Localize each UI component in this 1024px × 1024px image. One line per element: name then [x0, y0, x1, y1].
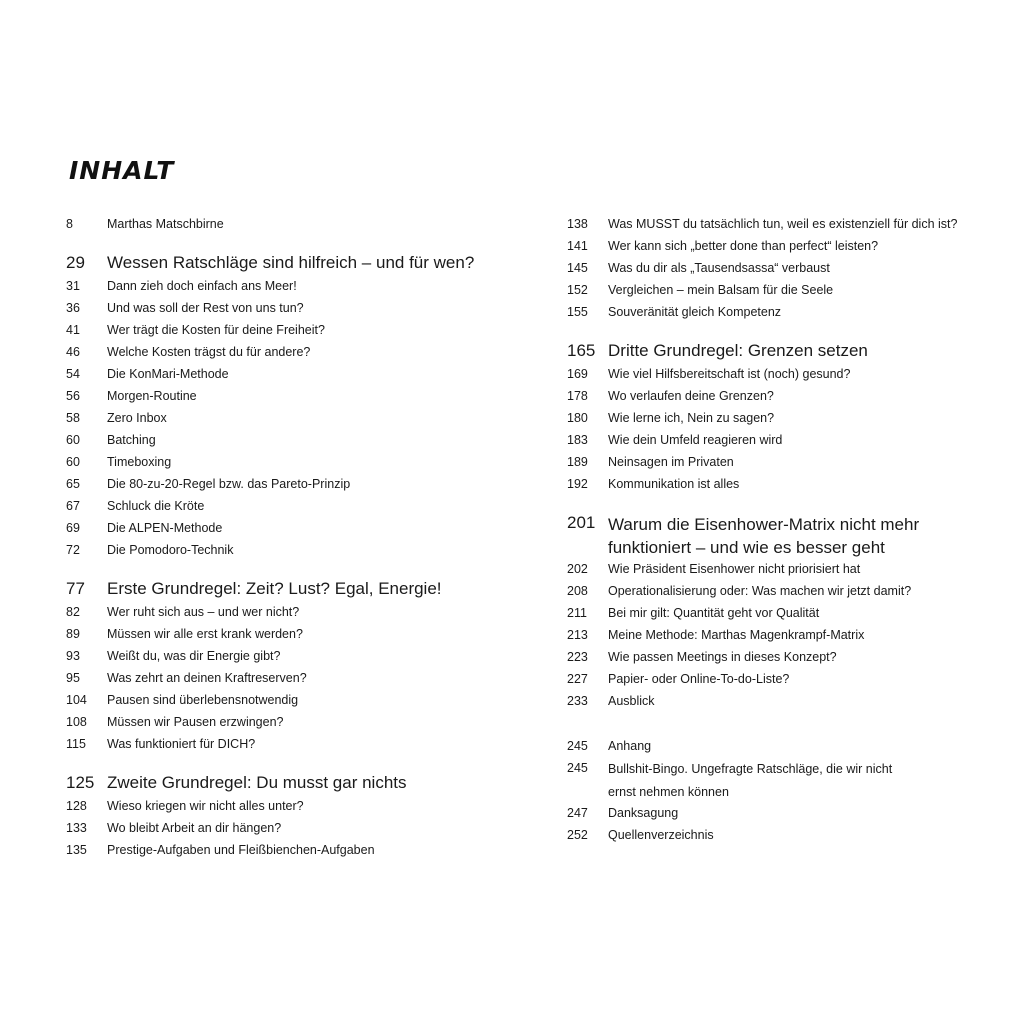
entry-title: Anhang — [608, 739, 652, 753]
toc-entry — [567, 214, 987, 236]
entry-title: Müssen wir Pausen erzwingen? — [107, 715, 284, 729]
entry-title: Zero Inbox — [107, 411, 167, 425]
entry-title: Wie viel Hilfsbereitschaft ist (noch) gesund? — [608, 367, 851, 381]
toc-entry — [66, 840, 486, 862]
toc-entry — [567, 825, 987, 847]
entry-title: Bei mir gilt: Quantität geht vor Qualität — [608, 606, 820, 620]
entry-title: Wie Präsident Eisenhower nicht priorisiert hat — [608, 562, 861, 576]
page-number: 46 — [66, 345, 80, 359]
toc-entry — [66, 712, 486, 734]
entry-title: Wie passen Meetings in dieses Konzept? — [608, 650, 837, 664]
page-number: 252 — [567, 828, 588, 842]
toc-entry — [66, 796, 486, 818]
entry-title: Was funktioniert für DICH? — [107, 737, 256, 751]
page-number: 247 — [567, 806, 588, 820]
entry-title: Welche Kosten trägst du für andere? — [107, 345, 311, 359]
toc-entry — [567, 603, 987, 625]
toc-chapter-entry — [66, 579, 486, 602]
toc-entry — [567, 236, 987, 258]
page-title: INHALT — [69, 156, 175, 185]
entry-title: Marthas Matschbirne — [107, 217, 224, 231]
page-number: 245 — [567, 761, 588, 775]
section-gap — [66, 756, 486, 773]
page-number: 8 — [66, 217, 73, 231]
toc-entry — [567, 691, 987, 713]
entry-title: Die ALPEN-Methode — [107, 521, 223, 535]
entry-title: Dann zieh doch einfach ans Meer! — [107, 279, 297, 293]
entry-title: Wer ruht sich aus – und wer nicht? — [107, 605, 300, 619]
toc-column-right — [567, 214, 987, 847]
page-number: 189 — [567, 455, 588, 469]
page-number: 31 — [66, 279, 80, 293]
page-number: 60 — [66, 455, 80, 469]
page-number: 145 — [567, 261, 588, 275]
entry-title: Zweite Grundregel: Du musst gar nichts — [107, 773, 407, 792]
entry-title: Ausblick — [608, 694, 655, 708]
toc-entry — [567, 364, 987, 386]
toc-entry — [567, 758, 987, 803]
page-number: 180 — [567, 411, 588, 425]
page-number: 56 — [66, 389, 80, 403]
page-number: 108 — [66, 715, 87, 729]
page-number: 72 — [66, 543, 80, 557]
entry-title: Was du dir als „Tausendsassa“ verbaust — [608, 261, 830, 275]
entry-title: Batching — [107, 433, 156, 447]
entry-title: Erste Grundregel: Zeit? Lust? Egal, Energie! — [107, 579, 442, 598]
toc-chapter-entry — [567, 513, 987, 559]
entry-title: Die KonMari-Methode — [107, 367, 229, 381]
page-number: 93 — [66, 649, 80, 663]
entry-title: Timeboxing — [107, 455, 172, 469]
toc-entry — [567, 803, 987, 825]
entry-title: Morgen-Routine — [107, 389, 197, 403]
page-number: 227 — [567, 672, 588, 686]
toc-entry — [567, 408, 987, 430]
entry-title: Prestige-Aufgaben und Fleißbienchen-Aufgaben — [107, 843, 375, 857]
page-number: 208 — [567, 584, 588, 598]
toc-entry — [567, 474, 987, 496]
toc-entry — [567, 559, 987, 581]
toc-chapter-entry — [66, 773, 486, 796]
page-number: 89 — [66, 627, 80, 641]
section-gap — [567, 713, 987, 736]
page-number: 69 — [66, 521, 80, 535]
page-number: 135 — [66, 843, 87, 857]
toc-entry — [66, 386, 486, 408]
page-number: 54 — [66, 367, 80, 381]
toc-entry — [66, 408, 486, 430]
page-number: 201 — [567, 513, 596, 532]
page-number: 125 — [66, 773, 95, 792]
page-number: 141 — [567, 239, 588, 253]
toc-entry — [66, 452, 486, 474]
toc-entry — [66, 496, 486, 518]
entry-title: Meine Methode: Marthas Magenkrampf-Matrix — [608, 628, 865, 642]
toc-entry — [66, 320, 486, 342]
page-number: 165 — [567, 341, 596, 360]
page-number: 128 — [66, 799, 87, 813]
entry-title: Wie lerne ich, Nein zu sagen? — [608, 411, 775, 425]
page-number: 36 — [66, 301, 80, 315]
toc-entry — [567, 625, 987, 647]
page-number: 82 — [66, 605, 80, 619]
entry-title: Die 80-zu-20-Regel bzw. das Pareto-Prinzip — [107, 477, 351, 491]
toc-entry — [567, 452, 987, 474]
page-number: 115 — [66, 737, 86, 751]
entry-title: Wie dein Umfeld reagieren wird — [608, 433, 783, 447]
page-number: 133 — [66, 821, 87, 835]
entry-title: Warum die Eisenhower-Matrix nicht mehr funktioniert – und wie es besser geht — [608, 515, 920, 557]
section-gap — [567, 496, 987, 513]
entry-title: Wer kann sich „better done than perfect“ leisten? — [608, 239, 879, 253]
toc-entry — [567, 669, 987, 691]
toc-entry — [66, 602, 486, 624]
toc-entry — [66, 474, 486, 496]
entry-title: Wessen Ratschläge sind hilfreich – und für wen? — [107, 253, 475, 272]
page-number: 213 — [567, 628, 588, 642]
entry-title: Pausen sind überlebensnotwendig — [107, 693, 299, 707]
toc-entry — [66, 430, 486, 452]
entry-title: Vergleichen – mein Balsam für die Seele — [608, 283, 834, 297]
page-number: 95 — [66, 671, 80, 685]
page-number: 65 — [66, 477, 80, 491]
entry-title: Wer trägt die Kosten für deine Freiheit? — [107, 323, 325, 337]
toc-entry — [66, 214, 486, 236]
entry-title: Souveränität gleich Kompetenz — [608, 305, 782, 319]
toc-entry — [66, 518, 486, 540]
entry-title: Quellenverzeichnis — [608, 828, 714, 842]
toc-entry — [66, 364, 486, 386]
section-gap — [66, 562, 486, 579]
toc-entry — [66, 298, 486, 320]
entry-title: Wo verlaufen deine Grenzen? — [608, 389, 774, 403]
page-number: 178 — [567, 389, 588, 403]
page-number: 67 — [66, 499, 80, 513]
toc-entry — [66, 342, 486, 364]
toc-entry — [66, 624, 486, 646]
toc-entry — [567, 302, 987, 324]
toc-entry — [567, 581, 987, 603]
page-number: 183 — [567, 433, 588, 447]
page-number: 152 — [567, 283, 588, 297]
toc-entry — [567, 258, 987, 280]
entry-title: Wieso kriegen wir nicht alles unter? — [107, 799, 304, 813]
toc-entry — [66, 276, 486, 298]
page-number: 41 — [66, 323, 80, 337]
toc-entry — [567, 280, 987, 302]
page-number: 104 — [66, 693, 87, 707]
entry-title: Kommunikation ist alles — [608, 477, 740, 491]
section-gap — [567, 324, 987, 341]
entry-title: Papier- oder Online-To-do-Liste? — [608, 672, 790, 686]
toc-entry — [66, 646, 486, 668]
page-number: 202 — [567, 562, 588, 576]
page-number: 155 — [567, 305, 588, 319]
toc-entry — [567, 647, 987, 669]
page-number: 223 — [567, 650, 588, 664]
page-number: 29 — [66, 253, 85, 272]
toc-entry — [66, 690, 486, 712]
entry-title: Wo bleibt Arbeit an dir hängen? — [107, 821, 282, 835]
toc-chapter-entry — [567, 341, 987, 364]
entry-title: Dritte Grundregel: Grenzen setzen — [608, 341, 868, 360]
page-number: 192 — [567, 477, 588, 491]
entry-title: Schluck die Kröte — [107, 499, 205, 513]
toc-entry — [567, 430, 987, 452]
toc-chapter-entry — [66, 253, 486, 276]
entry-title: Neinsagen im Privaten — [608, 455, 734, 469]
entry-title: Und was soll der Rest von uns tun? — [107, 301, 304, 315]
page-number: 60 — [66, 433, 80, 447]
page-number: 211 — [567, 606, 587, 620]
toc-entry — [66, 668, 486, 690]
entry-title: Bullshit-Bingo. Ungefragte Ratschläge, die wir nicht ernst nehmen können — [608, 762, 893, 799]
page-number: 138 — [567, 217, 588, 231]
page-number: 58 — [66, 411, 80, 425]
entry-title: Operationalisierung oder: Was machen wir jetzt damit? — [608, 584, 912, 598]
toc-entry — [567, 736, 987, 758]
toc-entry — [66, 540, 486, 562]
page-number: 245 — [567, 739, 588, 753]
toc-entry — [66, 818, 486, 840]
entry-title: Was MUSST du tatsächlich tun, weil es existenziell für dich ist? — [608, 217, 958, 231]
page-number: 169 — [567, 367, 588, 381]
entry-title: Weißt du, was dir Energie gibt? — [107, 649, 281, 663]
page-number: 77 — [66, 579, 85, 598]
toc-entry — [567, 386, 987, 408]
entry-title: Die Pomodoro-Technik — [107, 543, 234, 557]
page-number: 233 — [567, 694, 588, 708]
entry-title: Danksagung — [608, 806, 679, 820]
entry-title: Was zehrt an deinen Kraftreserven? — [107, 671, 307, 685]
section-gap — [66, 236, 486, 253]
entry-title: Müssen wir alle erst krank werden? — [107, 627, 303, 641]
toc-entry — [66, 734, 486, 756]
toc-column-left — [66, 214, 486, 862]
